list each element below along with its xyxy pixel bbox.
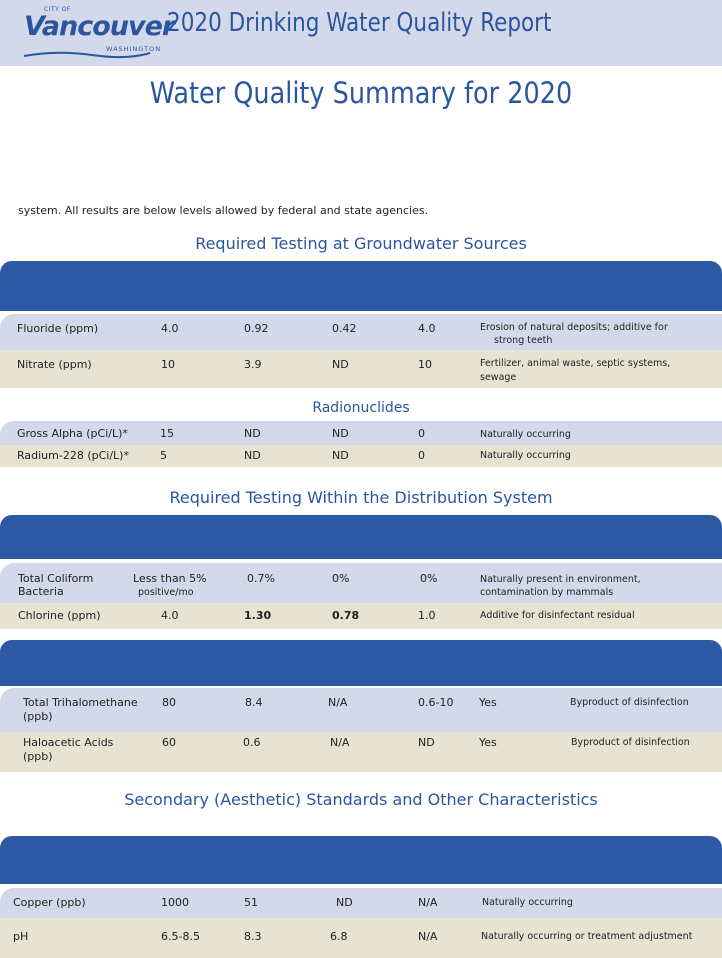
row-value: ND <box>418 736 435 749</box>
row-value: N/A <box>418 896 438 909</box>
report-header <box>0 0 722 66</box>
secondary-table-header <box>0 836 722 884</box>
row-source: Naturally occurring <box>480 429 571 440</box>
section-title-radionuclides: Radionuclides <box>312 400 410 416</box>
row-value-cont: positive/mo <box>138 587 194 598</box>
row-value: 8.4 <box>245 696 263 709</box>
row-name: Total Coliform <box>18 572 94 585</box>
row-name: Fluoride (ppm) <box>17 322 99 335</box>
byproduct-table-header <box>0 640 722 686</box>
distribution-table-header <box>0 515 722 559</box>
row-value: Less than 5% <box>133 572 207 585</box>
section-title-secondary: Secondary (Aesthetic) Standards and Other Characteristics <box>124 790 598 809</box>
logo-wave-icon <box>22 50 152 60</box>
row-value: Yes <box>479 736 497 749</box>
row-value: 5 <box>160 449 167 462</box>
row-name-cont: (ppb) <box>23 710 53 723</box>
row-source: Fertilizer, animal waste, septic systems, <box>480 358 671 369</box>
row-source: Naturally present in environment, <box>480 574 641 585</box>
row-name: Radium-228 (pCi/L)* <box>17 449 129 462</box>
row-name: Haloacetic Acids <box>23 736 114 749</box>
row-source: Naturally occurring <box>480 450 571 461</box>
table-row <box>0 688 722 732</box>
row-value: N/A <box>330 736 350 749</box>
row-name: Copper (ppb) <box>13 896 86 909</box>
row-value: 10 <box>161 358 175 371</box>
row-value: 0% <box>420 572 438 585</box>
row-source: Naturally occurring or treatment adjustment <box>481 931 693 942</box>
row-value: 6.5-8.5 <box>161 930 200 943</box>
row-value: ND <box>332 449 349 462</box>
table-row <box>0 421 722 445</box>
row-value: 1.0 <box>418 609 436 622</box>
row-value: 6.8 <box>330 930 348 943</box>
row-value: N/A <box>418 930 438 943</box>
row-source: Erosion of natural deposits; additive for <box>480 322 668 333</box>
row-value: 3.9 <box>244 358 262 371</box>
city-logo <box>22 6 175 62</box>
row-value: 0 <box>418 427 425 440</box>
intro-text: system. All results are below levels allowed by federal and state agencies. <box>18 204 429 217</box>
row-value: 1000 <box>161 896 189 909</box>
row-value: 0.6-10 <box>418 696 454 709</box>
table-row <box>0 603 722 629</box>
row-value: 0.42 <box>332 322 357 335</box>
row-source: Naturally occurring <box>482 897 573 908</box>
row-value: ND <box>336 896 353 909</box>
row-name: Total Trihalomethane <box>23 696 138 709</box>
table-row <box>0 314 722 350</box>
row-value: 0.7% <box>247 572 275 585</box>
row-value: N/A <box>328 696 348 709</box>
row-value: ND <box>332 427 349 440</box>
page-title: Water Quality Summary for 2020 <box>149 76 573 110</box>
row-value: 8.3 <box>244 930 262 943</box>
logo-state: WASHINGTON <box>106 45 162 53</box>
row-value: 10 <box>418 358 432 371</box>
table-row <box>0 732 722 772</box>
section-title-groundwater: Required Testing at Groundwater Sources <box>195 234 527 253</box>
table-row <box>0 918 722 958</box>
row-value: 1.30 <box>244 609 272 622</box>
row-value: 15 <box>160 427 174 440</box>
row-value: 4.0 <box>161 609 179 622</box>
row-value: ND <box>244 449 261 462</box>
table-row <box>0 563 722 603</box>
row-value: 60 <box>162 736 176 749</box>
row-name: Gross Alpha (pCi/L)* <box>17 427 128 440</box>
row-name: pH <box>13 930 29 943</box>
row-value: 0.6 <box>243 736 261 749</box>
row-source: Byproduct of disinfection <box>570 697 689 708</box>
row-source: Additive for disinfectant residual <box>480 610 635 621</box>
logo-city-of: CITY OF <box>44 6 71 13</box>
row-name: Nitrate (ppm) <box>17 358 92 371</box>
row-value: 80 <box>162 696 176 709</box>
row-name-cont: (ppb) <box>23 750 53 763</box>
row-value: 0% <box>332 572 350 585</box>
row-source: Byproduct of disinfection <box>571 737 690 748</box>
row-source-cont: sewage <box>480 372 517 383</box>
row-value: 4.0 <box>418 322 436 335</box>
row-value: 0 <box>418 449 425 462</box>
row-value: 4.0 <box>161 322 179 335</box>
table-row <box>0 888 722 918</box>
table-row <box>0 445 722 467</box>
row-value: 0.92 <box>244 322 269 335</box>
row-value: ND <box>332 358 349 371</box>
row-name: Chlorine (ppm) <box>18 609 101 622</box>
row-value: ND <box>244 427 261 440</box>
logo-name: Vancouver <box>24 11 175 42</box>
row-source-cont: strong teeth <box>494 335 553 346</box>
groundwater-table-header <box>0 261 722 311</box>
row-value: 51 <box>244 896 258 909</box>
section-title-distribution: Required Testing Within the Distribution System <box>169 488 553 507</box>
row-value: 0.78 <box>332 609 360 622</box>
row-source-cont: contamination by mammals <box>480 587 614 598</box>
row-name-cont: Bacteria <box>18 585 64 598</box>
report-title: 2020 Drinking Water Quality Report <box>167 8 552 38</box>
table-row <box>0 350 722 388</box>
row-value: Yes <box>479 696 497 709</box>
